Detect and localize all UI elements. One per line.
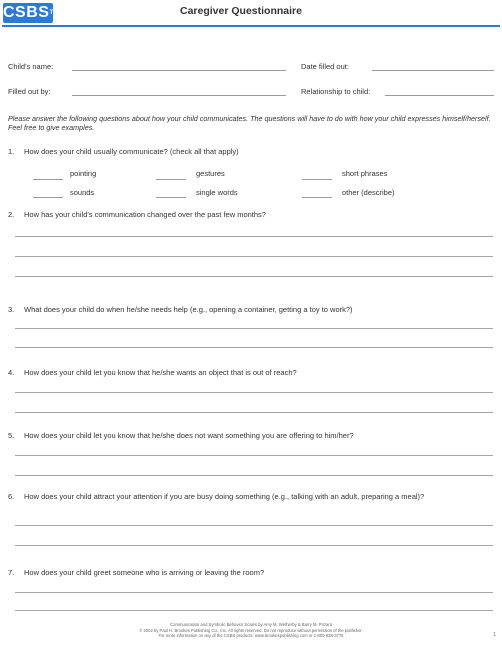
option-pointing: pointing	[70, 169, 97, 178]
question-5	[8, 431, 354, 440]
child-name-label: Child's name:	[8, 62, 54, 71]
answer-line[interactable]	[15, 455, 493, 456]
question-number: 7.	[8, 568, 15, 577]
date-filled-field[interactable]	[372, 70, 494, 71]
question-text: How has your child's communication changed over the past few months?	[24, 210, 266, 219]
option-blank[interactable]	[302, 197, 332, 198]
footer	[0, 622, 502, 639]
question-number: 4.	[8, 368, 15, 377]
question-number: 2.	[8, 210, 15, 219]
option-blank[interactable]	[302, 179, 332, 180]
question-text: What does your child do when he/she needs help (e.g., opening a container, getting a toy to work?)	[24, 305, 353, 314]
answer-line[interactable]	[15, 475, 493, 476]
option-sounds: sounds	[70, 188, 95, 197]
question-4	[8, 368, 297, 377]
answer-line[interactable]	[15, 412, 493, 413]
option-blank[interactable]	[156, 197, 186, 198]
option-single-words: single words	[196, 188, 238, 197]
csbs-logo	[3, 3, 60, 23]
logo-text: CSBS	[3, 4, 50, 21]
question-text: How does your child usually communicate? (check all that apply)	[24, 147, 239, 156]
footer-line-1: Communication and Symbolic Behavior Scales by Amy M. Wetherby & Barry M. Prizant	[170, 622, 332, 627]
option-blank[interactable]	[33, 179, 63, 180]
option-blank[interactable]	[33, 197, 63, 198]
logo-tm: TM	[49, 10, 60, 16]
header-rule	[2, 25, 500, 27]
filled-by-field[interactable]	[72, 95, 286, 96]
answer-line[interactable]	[15, 276, 493, 277]
question-number: 6.	[8, 492, 15, 501]
answer-line[interactable]	[15, 328, 493, 329]
date-filled-label: Date filled out:	[301, 62, 349, 71]
question-text: How does your child attract your attention if you are busy doing something (e.g., talking with an adult, preparing a meal)?	[24, 492, 425, 501]
option-short-phrases: short phrases	[342, 169, 388, 178]
question-1	[8, 147, 239, 156]
option-other: other (describe)	[342, 188, 395, 197]
option-gestures: gestures	[196, 169, 225, 178]
question-7	[8, 568, 264, 577]
option-blank[interactable]	[156, 179, 186, 180]
question-6	[8, 492, 488, 501]
question-text: How does your child greet someone who is arriving or leaving the room?	[24, 568, 265, 577]
answer-line[interactable]	[15, 545, 493, 546]
relationship-field[interactable]	[385, 95, 494, 96]
question-number: 1.	[8, 147, 15, 156]
answer-line[interactable]	[15, 236, 493, 237]
question-text: How does your child let you know that he/she does not want something you are offering to him/her?	[24, 431, 354, 440]
answer-line[interactable]	[15, 256, 493, 257]
answer-line[interactable]	[15, 592, 493, 593]
answer-line[interactable]	[15, 392, 493, 393]
question-text: How does your child let you know that he/she wants an object that is out of reach?	[24, 368, 297, 377]
question-2	[8, 210, 266, 219]
question-3	[8, 305, 353, 314]
question-number: 3.	[8, 305, 15, 314]
question-number: 5.	[8, 431, 15, 440]
answer-line[interactable]	[15, 525, 493, 526]
answer-line[interactable]	[15, 347, 493, 348]
footer-line-3: For more information on any of the CSBS products: www.brookespublishing.com or 1-800-638-3775	[158, 633, 344, 638]
footer-line-2: © 2002 by Paul H. Brookes Publishing Co., Inc. All rights reserved. Do not reproduce without permission of the publisher.	[139, 627, 363, 633]
page-title: Caregiver Questionnaire	[180, 5, 302, 17]
relationship-label: Relationship to child:	[301, 87, 371, 96]
answer-line[interactable]	[15, 610, 493, 611]
page-number: 1	[493, 632, 496, 638]
child-name-field[interactable]	[72, 70, 286, 71]
instructions: Please answer the following questions about how your child communicates. The questions will have to do with how your child expresses himself/herself. Feel free to give examples.	[8, 114, 491, 132]
filled-by-label: Filled out by:	[8, 87, 51, 96]
